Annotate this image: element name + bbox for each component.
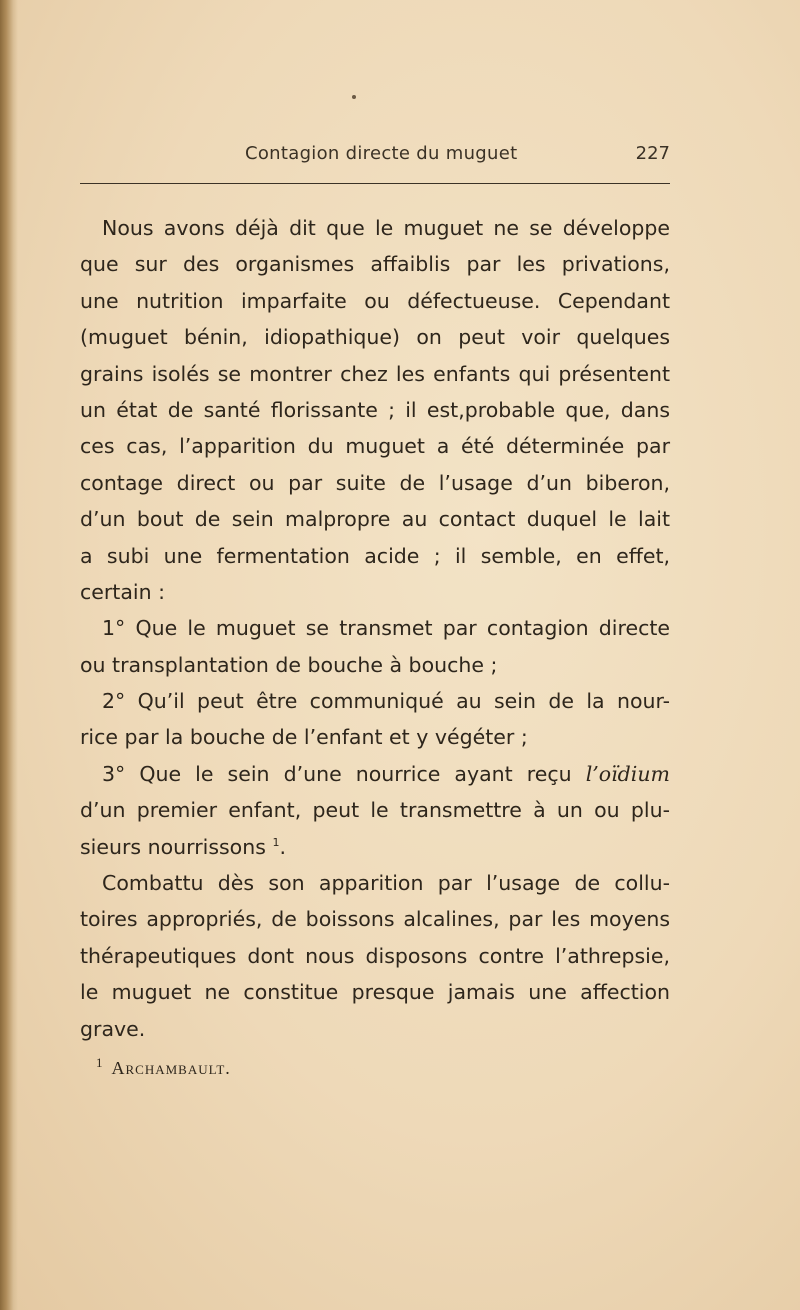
text-line: a subi une fermentation acide ; il semble, en effet, [80, 543, 670, 568]
text-line: grains isolés se montrer chez les enfants qui présentent [80, 361, 670, 386]
running-head: Contagion directe du muguet [245, 143, 518, 164]
footnote [96, 1055, 231, 1079]
body-text [80, 210, 670, 1047]
text-line: 2° Qu’il peut être communiqué au sein de la nour- [102, 689, 670, 714]
text-line: Nous avons déjà dit que le muguet ne se développe [102, 216, 670, 240]
text-line: que sur des organismes affaiblis par les privations, [80, 252, 670, 277]
text-line: ces cas, l’apparition du muguet a été déterminée par [80, 434, 670, 459]
footnote-number: 1 [96, 1055, 104, 1070]
text-line: une nutrition imparfaite ou défectueuse. Cependant [80, 288, 670, 313]
text-segment: 3° Que le sein d’une nourrice ayant reçu [102, 761, 572, 786]
text-line: d’un bout de sein malpropre au contact duquel le lait [80, 507, 670, 532]
text-line: grave. [80, 1016, 146, 1041]
text-line: (muguet bénin, idiopathique) on peut voir quelques [80, 325, 670, 350]
text-line: le muguet ne constitue presque jamais une affection [80, 980, 670, 1005]
footnote-text: Archambault. [111, 1058, 231, 1078]
italic-term: l’oïdium [585, 761, 670, 786]
text-line: contage direct ou par suite de l’usage d’un biberon, [80, 470, 670, 495]
header-rule [80, 183, 670, 184]
ink-speck [352, 95, 356, 99]
page-number: 227 [635, 143, 670, 164]
text-line [80, 756, 670, 792]
footnote-marker: 1 [272, 835, 280, 849]
text-line: Combattu dès son apparition par l’usage de collu- [102, 871, 670, 896]
text-segment: . [279, 834, 286, 859]
text-segment: sieurs nourrissons [80, 834, 266, 859]
text-line: toires appropriés, de boissons alcalines, par les moyens [80, 907, 670, 932]
page-header [80, 143, 670, 173]
text-line [80, 829, 670, 865]
page-spine-shadow [0, 0, 18, 1310]
text-line: d’un premier enfant, peut le transmettre à un ou plu- [80, 798, 670, 823]
text-line: certain : [80, 579, 166, 604]
text-line: un état de santé florissante ; il est,probable que, dans [80, 397, 670, 422]
text-line: ou transplantation de bouche à bouche ; [80, 652, 498, 677]
text-line: 1° Que le muguet se transmet par contagion directe [102, 616, 670, 641]
text-line: thérapeutiques dont nous disposons contre l’athrepsie, [80, 943, 670, 968]
text-line: rice par la bouche de l’enfant et y végéter ; [80, 725, 528, 750]
